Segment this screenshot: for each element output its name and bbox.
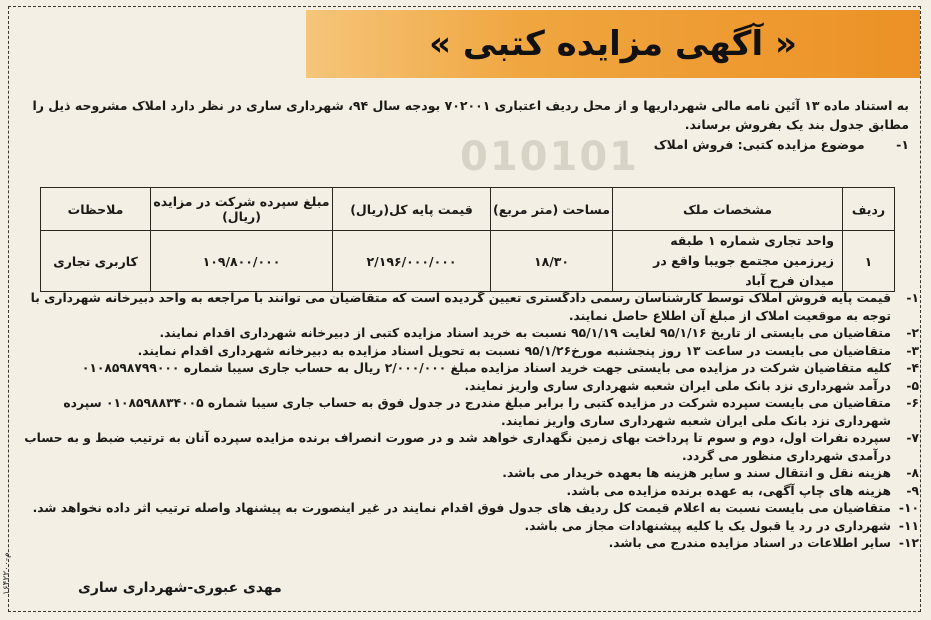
title-banner bbox=[306, 10, 920, 78]
page-title: « آگهی مزایده کتبی » bbox=[429, 24, 797, 64]
side-code: ۱۶۴۲۲۰۰-م bbox=[2, 552, 12, 595]
list-item: ۹- هزینه های چاپ آگهی، به عهده برنده مزایده می باشد. bbox=[566, 483, 919, 498]
cell-notes: کاربری تجاری bbox=[41, 231, 151, 292]
header-row-number: ردیف bbox=[843, 188, 895, 231]
header-deposit: مبلغ سپرده شرکت در مزایده (ریال) bbox=[151, 188, 333, 231]
table-row bbox=[41, 231, 895, 292]
conditions-list bbox=[24, 290, 919, 553]
subject-text: موضوع مزایده کتبی: فروش املاک bbox=[653, 137, 865, 152]
list-item: ۶- متقاضیان می بایست سپرده شرکت در مزایده کتبی را برابر مبلغ مندرج در جدول فوق به حساب جاری سیبا شماره ۰۱۰۸۵۹۸۸۳۴۰۰۵ سپرده شهرداری نزد بانک ملی ایران شعبه شهرداری ساری واریز نمایند. bbox=[63, 396, 919, 428]
cell-base-price: ۲/۱۹۶/۰۰۰/۰۰۰ bbox=[333, 231, 491, 292]
table-header-row bbox=[41, 188, 895, 231]
list-item: ۱۲- سایر اطلاعات در اسناد مزایده مندرج می باشد. bbox=[608, 536, 919, 550]
list-item: ۵- درآمد شهرداری نزد بانک ملی ایران شعبه شهرداری ساری واریز نمایند. bbox=[464, 378, 919, 393]
header-property-spec: مشخصات ملک bbox=[613, 188, 843, 231]
list-item: ۸- هزینه نقل و انتقال سند و سایر هزینه ها بعهده خریدار می باشد. bbox=[502, 466, 919, 480]
list-item: ۷- سپرده نفرات اول، دوم و سوم تا پرداخت بهای زمین نگهداری خواهد شد و در صورت انصراف برنده مزایده سپرده آنان به ترتیب ضبط و به حساب درآمدی شهرداری منظور می گردد. bbox=[24, 431, 919, 463]
subject-number: ۱- bbox=[896, 137, 909, 152]
list-item: ۳- متقاضیان می بایست در ساعت ۱۳ روز پنجشنبه مورخ۹۵/۱/۲۶ نسبت به تحویل اسناد مزایده به دبیرخانه شهرداری اقدام نمایند. bbox=[137, 343, 919, 358]
list-item: ۱۰- متقاضیان می بایست نسبت به اعلام قیمت کل ردیف های جدول فوق اقدام نمایند در غیر اینصورت به پیشنهاد واصله ترتیب اثر داده نخواهد شد. bbox=[32, 501, 919, 515]
watermark: 010101 bbox=[460, 134, 639, 180]
signature: مهدی عبوری-شهرداری ساری bbox=[78, 580, 282, 596]
cell-row-number: ۱ bbox=[843, 231, 895, 292]
header-notes: ملاحظات bbox=[41, 188, 151, 231]
header-base-price: قیمت پایه کل(ریال) bbox=[333, 188, 491, 231]
subject-line bbox=[509, 137, 909, 152]
list-item: ۱- قیمت پایه فروش املاک توسط کارشناسان رسمی دادگستری تعیین گردیده است که متقاضیان می توانند با مراجعه به واحد دبیرخانه شهرداری با توجه به موقعیت املاک از مبلغ آن اطلاع حاصل نمایند. bbox=[30, 291, 919, 323]
list-item: ۴- کلیه متقاضیان شرکت در مزایده می بایستی جهت خرید اسناد مزایده مبلغ ۲/۰۰۰/۰۰۰ ریال به حساب جاری سیبا شماره ۰۱۰۸۵۹۸۷۹۹۰۰۰ bbox=[81, 361, 919, 375]
property-table bbox=[40, 187, 895, 292]
intro-paragraph: به استناد ماده ۱۳ آئین نامه مالی شهرداریها و از محل ردیف اعتباری ۷۰۲۰۰۱ بودجه سال ۹۴، شهرداری ساری در نظر دارد املاک مشروحه ذیل را مطابق جدول بند یک بفروش برساند. bbox=[32, 98, 909, 132]
cell-area: ۱۸/۳۰ bbox=[491, 231, 613, 292]
cell-property-spec: واحد تجاری شماره ۱ طبقه زیرزمین مجتمع جویبا واقع در میدان فرح آباد bbox=[613, 231, 843, 292]
list-item: ۲- متقاضیان می بایستی از تاریخ ۹۵/۱/۱۶ لغایت ۹۵/۱/۱۹ نسبت به خرید اسناد مزایده کتبی از دبیرخانه شهرداری اقدام نمایند. bbox=[159, 326, 919, 340]
list-item: ۱۱- شهرداری در رد یا قبول یک یا کلیه پیشنهادات مجاز می باشد. bbox=[524, 518, 919, 533]
cell-deposit: ۱۰۹/۸۰۰/۰۰۰ bbox=[151, 231, 333, 292]
header-area: مساحت (متر مربع) bbox=[491, 188, 613, 231]
